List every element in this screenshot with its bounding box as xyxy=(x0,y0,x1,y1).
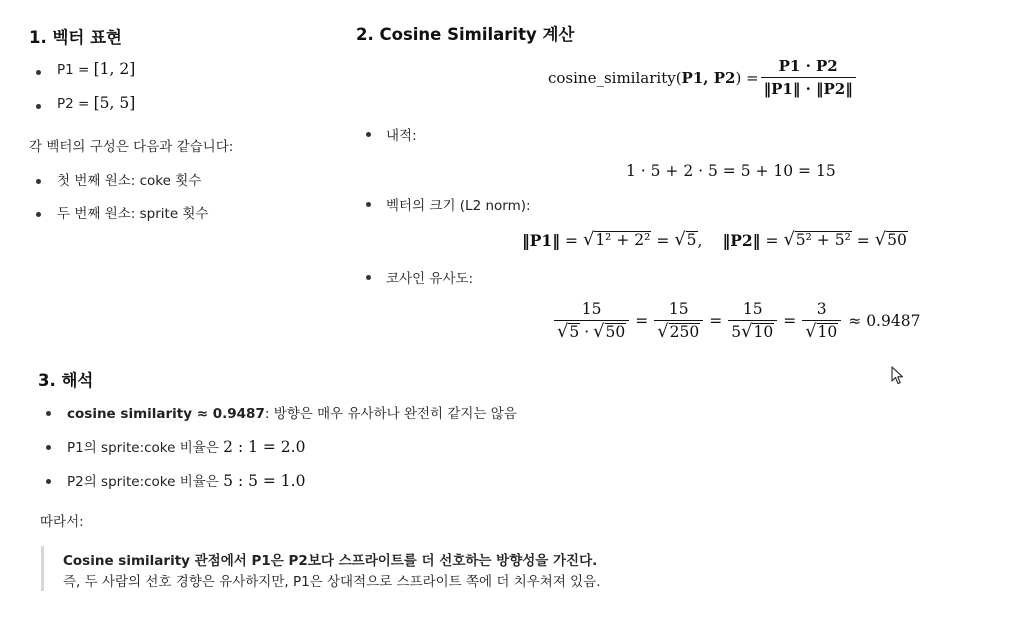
formula-denominator: ‖P1‖ · ‖P2‖ xyxy=(761,77,856,98)
norm-p1-radicand: 1² + 2² xyxy=(595,231,651,250)
p1-ratio-math: 2 : 1 = 2.0 xyxy=(223,438,306,456)
cosine-label: 코사인 유사도: xyxy=(386,271,474,287)
fraction-3-numerator: 15 xyxy=(742,300,763,318)
dot-product-expression: 1 · 5 + 2 · 5 = 5 + 10 = 15 xyxy=(626,162,836,180)
fraction-2: 15 √ 250 xyxy=(654,300,703,342)
first-element-item: 첫 번째 원소: coke 횟수 xyxy=(57,173,202,189)
norm-label: 벡터의 크기 (L2 norm): xyxy=(386,198,531,214)
fraction-4-den: 10 xyxy=(817,323,838,341)
formula-args: P1, P2 xyxy=(681,68,736,87)
bullet-dot xyxy=(36,179,41,184)
bullet-dot xyxy=(366,202,371,207)
fraction-3-den-rad: 10 xyxy=(753,323,774,341)
norm-p1-lhs: ‖P1‖ xyxy=(522,231,560,250)
fraction-2-den: 250 xyxy=(669,323,700,341)
fraction-4-numerator: 3 xyxy=(816,300,827,318)
conclusion-bold: Cosine similarity 관점에서 P1은 P2보다 스프라이트를 더 선호하는 방향성을 가진다. xyxy=(63,553,598,569)
fraction-1-den-b: 50 xyxy=(605,323,626,341)
fraction-3: 15 5 √ 10 xyxy=(728,300,777,342)
formula-fraction xyxy=(761,57,856,98)
fraction-1-numerator: 15 xyxy=(581,300,602,318)
p1-value: [1, 2] xyxy=(93,60,136,78)
formula-close: ) = xyxy=(735,68,759,87)
cosine-value-bold: cosine similarity ≈ 0.9487 xyxy=(67,406,265,422)
norm-p2-result: 50 xyxy=(887,231,907,250)
p1-label: P1 = xyxy=(57,62,94,78)
bullet-dot xyxy=(366,132,371,137)
blockquote-bar xyxy=(41,546,44,591)
fraction-2-numerator: 15 xyxy=(668,300,689,318)
interpretation-item-2 xyxy=(67,436,305,456)
interpretation-item-1 xyxy=(67,402,517,422)
interpretation-item-3 xyxy=(67,470,305,490)
therefore-label: 따라서: xyxy=(40,514,84,530)
norm-p2-radicand: 5² + 5² xyxy=(795,231,851,250)
approx-result: ≈ 0.9487 xyxy=(848,311,921,330)
fraction-4: 3 √ 10 xyxy=(802,300,841,342)
fraction-3-den-coef: 5 xyxy=(731,323,742,342)
second-element-item: 두 번째 원소: sprite 횟수 xyxy=(57,206,209,222)
bullet-dot xyxy=(46,445,51,450)
norm-expression: ‖P1‖ = √ 1² + 2² = √ 5 , ‖P2‖ = √ 5² + 5² = √ 50 xyxy=(522,229,907,251)
section1-title: 1. 벡터 표현 xyxy=(29,28,122,47)
p2-label: P2 = xyxy=(57,96,94,112)
norm-p1-result: 5 xyxy=(686,231,697,250)
section3-title: 3. 해석 xyxy=(38,371,94,390)
formula-lhs: cosine_similarity( xyxy=(548,68,682,87)
mouse-pointer-icon xyxy=(891,366,905,390)
dot-product-label: 내적: xyxy=(386,128,417,144)
p1-vector-item xyxy=(57,60,135,78)
p2-ratio-math: 5 : 5 = 1.0 xyxy=(223,472,306,490)
bullet-dot xyxy=(46,479,51,484)
p1-ratio-text: P1의 sprite:coke 비율은 xyxy=(67,440,224,456)
fraction-1: 15 √ 5 · √ 50 xyxy=(554,300,629,342)
bullet-dot xyxy=(36,212,41,217)
interpretation-item-1-rest: : 방향은 매우 유사하나 완전히 같지는 않음 xyxy=(264,406,517,422)
cosine-computation: 15 √ 5 · √ 50 = 15 √ 250 = 15 5 √ 10 = 3 √ 10 ≈ 0.9487 xyxy=(552,300,920,342)
bullet-dot xyxy=(36,70,41,75)
bullet-dot xyxy=(46,411,51,416)
bullet-dot xyxy=(366,275,371,280)
p2-value: [5, 5] xyxy=(93,94,136,112)
p2-ratio-text: P2의 sprite:coke 비율은 xyxy=(67,474,224,490)
formula-numerator: P1 · P2 xyxy=(778,57,838,75)
fraction-1-den-a: 5 xyxy=(569,323,580,341)
conclusion-detail: 즉, 두 사람의 선호 경향은 유사하지만, P1은 상대적으로 스프라이트 쪽에 더 치우쳐져 있음. xyxy=(63,574,601,590)
p2-vector-item xyxy=(57,94,135,112)
cosine-formula xyxy=(548,57,858,98)
vector-description: 각 벡터의 구성은 다음과 같습니다: xyxy=(29,139,234,155)
section2-title: 2. Cosine Similarity 계산 xyxy=(356,25,575,44)
bullet-dot xyxy=(36,104,41,109)
norm-p2-lhs: ‖P2‖ xyxy=(722,231,761,250)
